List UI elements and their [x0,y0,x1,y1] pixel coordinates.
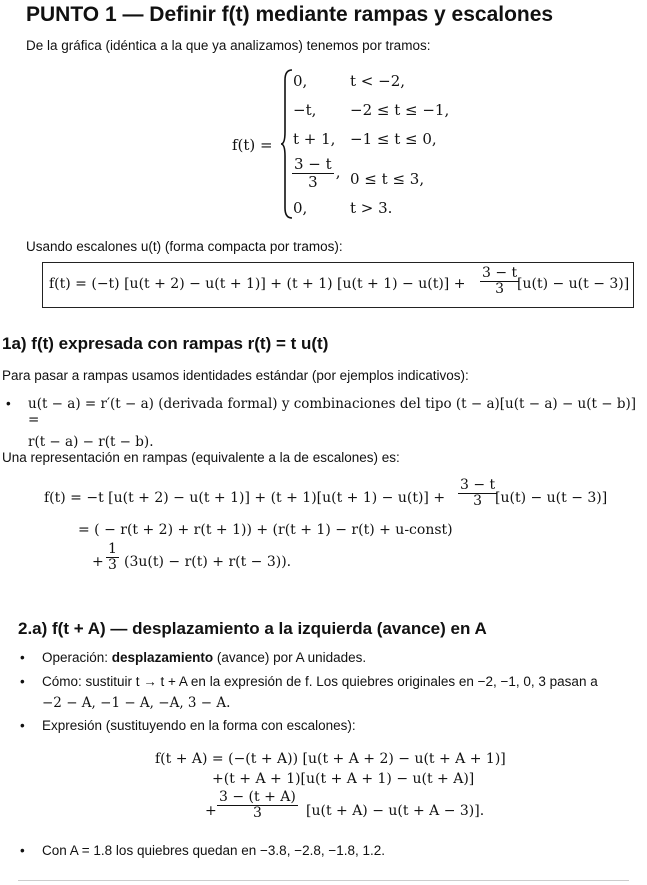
piece-expr-5: 0, [293,199,308,217]
section-1a-heading: 1a) f(t) expresada con rampas r(t) = t u(t) [2,334,329,353]
piece-cond-4: 0 ≤ t ≤ 3, [350,170,425,188]
shift-eq-line2: +(t + A + 1)[u(t + A + 1) − u(t + A)] [212,771,475,787]
ramp-eq-line3-frac: $\frac{1}{3}$ [108,541,117,574]
piece-cond-3: −1 ≤ t ≤ 0, [350,130,437,148]
ramp-eq-frac: $\frac{3 - t}{3}$ [460,477,496,510]
piece-cond-5: t > 3. [350,199,393,217]
boxed-formula-frac: $\frac{3 - t}{3}$ [482,265,518,298]
piece-expr-2: −t, [293,101,317,119]
ramp-eq-line1b: [u(t) − u(t − 3)] [495,490,608,506]
ramp-eq-line1a: f(t) = −t [u(t + 2) − u(t + 1)] + (t + 1)[u(t + 1) − u(t)] + [44,490,446,506]
section-2a-heading: 2.a) f(t + A) — desplazamiento a la izquierda (avance) en A [18,619,487,638]
ramp-eq-line3-plus: + [92,554,104,570]
piece-expr-4: $\frac{3 - t}{3}$ , [294,155,341,191]
section-1a-para2: Una representación en rampas (equivalente a la de escalones) es: [2,450,400,465]
left-brace-icon [280,68,294,220]
piecewise-lhs: f(t) = [232,136,273,154]
piece-expr-1: 0, [293,72,308,90]
piece-cond-1: t < −2, [350,72,406,90]
page-title: PUNTO 1 — Definir f(t) mediante rampas y escalones [26,3,554,26]
section-2a-bullet-2: • Cómo: sustituir t → t + A en la expresión de f. Los quiebres originales en −2, −1, 0, 3 pasan a −2 − A, −1 − A, −A, 3 − A. [42,674,632,711]
section-2a-bullet-3: • Expresión (sustituyendo en la forma con escalones): [42,718,356,733]
piece-expr-3: t + 1, [293,130,336,148]
boxed-formula-part2: [u(t) − u(t − 3)] [517,276,630,292]
section-1a-bullet: • u(t − a) = r′(t − a) (derivada formal) y combinaciones del tipo (t − a)[u(t − a) − u(t − b)] = r(t − a) − r(t − b). [28,396,638,450]
bottom-divider [18,880,629,881]
section-2a-bullet-4: • Con A = 1.8 los quiebres quedan en −3.8, −2.8, −1.8, 1.2. [42,843,385,858]
piece-cond-2: −2 ≤ t ≤ −1, [350,101,450,119]
shift-eq-line3-frac: $\frac{3 - (t + A)}{3}$ [219,789,296,822]
ramp-eq-line2: = ( − r(t + 2) + r(t + 1)) + (r(t + 1) − r(t) + u-const) [78,522,453,538]
shift-eq-line3-plus: + [205,803,217,819]
shift-eq-line1: f(t + A) = (−(t + A)) [u(t + A + 2) − u(t + A + 1)] [155,751,506,767]
section-1a-para: Para pasar a rampas usamos identidades estándar (por ejemplos indicativos): [2,368,469,383]
section-2a-bullet-1: • Operación: desplazamiento (avance) por A unidades. [42,650,366,665]
boxed-formula-part1: f(t) = (−t) [u(t + 2) − u(t + 1)] + (t + 1) [u(t + 1) − u(t)] + [49,276,466,292]
ramp-eq-line3b: (3u(t) − r(t) + r(t − 3)). [124,554,292,570]
intro-text: De la gráfica (idéntica a la que ya analizamos) tenemos por tramos: [26,38,431,53]
steps-intro-text: Usando escalones u(t) (forma compacta por tramos): [26,239,343,254]
shift-eq-line3b: [u(t + A) − u(t + A − 3)]. [306,803,485,819]
